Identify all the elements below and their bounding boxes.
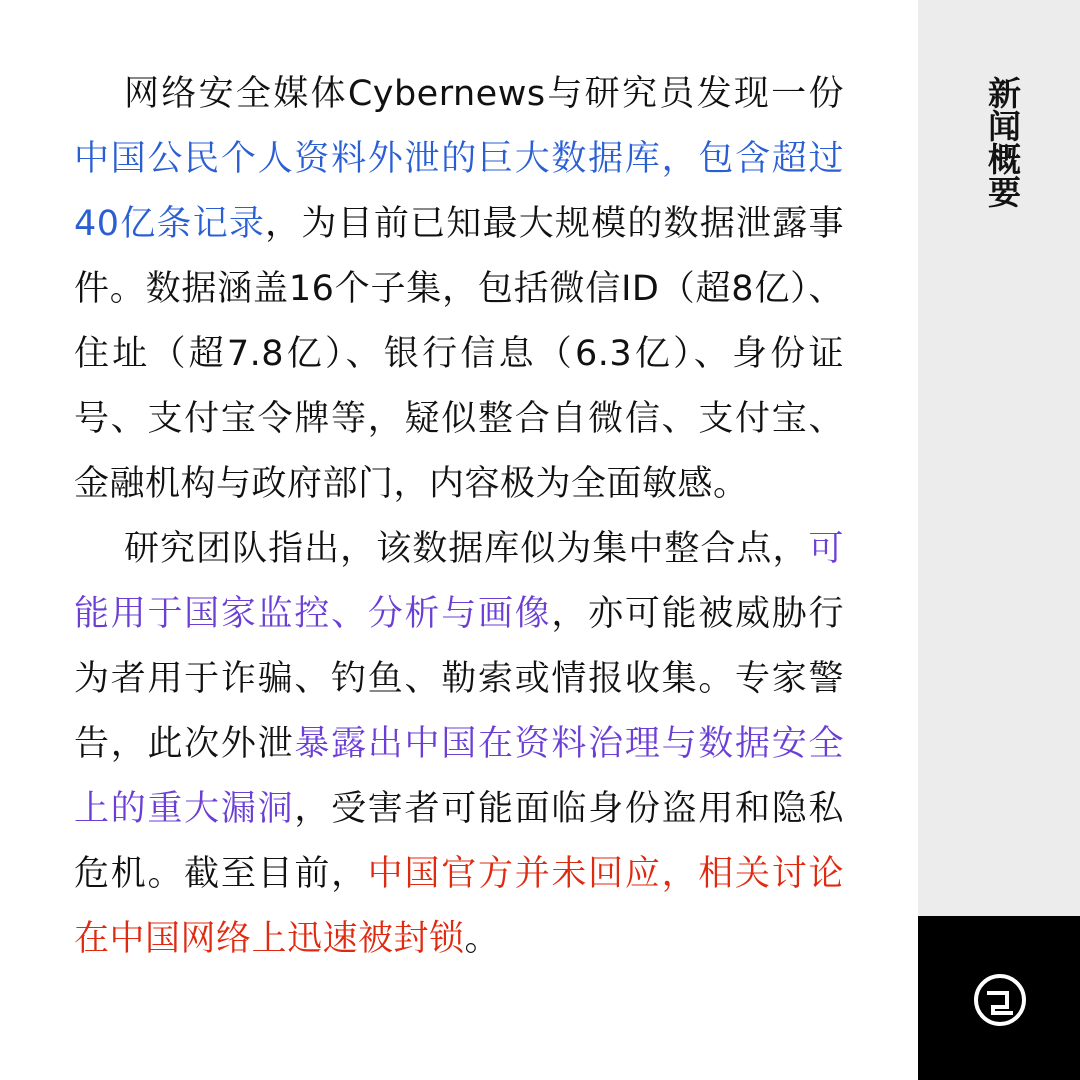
p1-text-2: ，为目前已知最大规模的数据泄露事件。数据涵盖16个子集，包括微信ID（超8亿）、住址（超7.8亿）、银行信息（6.3亿）、身份证号、支付宝令牌等，疑似整合自微信、支付宝、金融机构与政府部门，内容极为全面敏感。 — [74, 204, 844, 504]
p2-text-2: ，亦可能被威胁行为者用于诈骗、钓鱼、勒索或情报收集。专家警告，此次外泄 — [74, 594, 844, 764]
paragraph-2 — [74, 517, 844, 972]
sidebar-title: 新闻概要 — [983, 76, 1022, 208]
brand-logo-icon — [973, 973, 1027, 1027]
p2-text-4: 。 — [464, 919, 501, 959]
p2-text-1: 研究团队指出，该数据库似为集中整合点， — [124, 529, 809, 569]
sidebar-title-wrap — [918, 76, 1080, 208]
paragraph-1 — [74, 62, 844, 517]
p2-highlight-purple-2: 暴露出中国在资料治理与数据安全上的重大漏洞 — [74, 724, 844, 829]
p2-highlight-purple-1: 可能用于国家监控、分析与画像 — [74, 529, 844, 634]
sidebar-panel — [918, 0, 1080, 916]
article-body — [74, 62, 844, 972]
p2-text-3: ，受害者可能面临身份盗用和隐私危机。截至目前， — [74, 789, 844, 894]
p2-highlight-red: 中国官方并未回应，相关讨论在中国网络上迅速被封锁 — [74, 854, 844, 959]
logo-block — [918, 916, 1080, 1080]
p1-text-1: 网络安全媒体Cybernews与研究员发现一份 — [124, 74, 844, 114]
p1-highlight-blue: 中国公民个人资料外泄的巨大数据库，包含超过40亿条记录 — [74, 139, 844, 244]
